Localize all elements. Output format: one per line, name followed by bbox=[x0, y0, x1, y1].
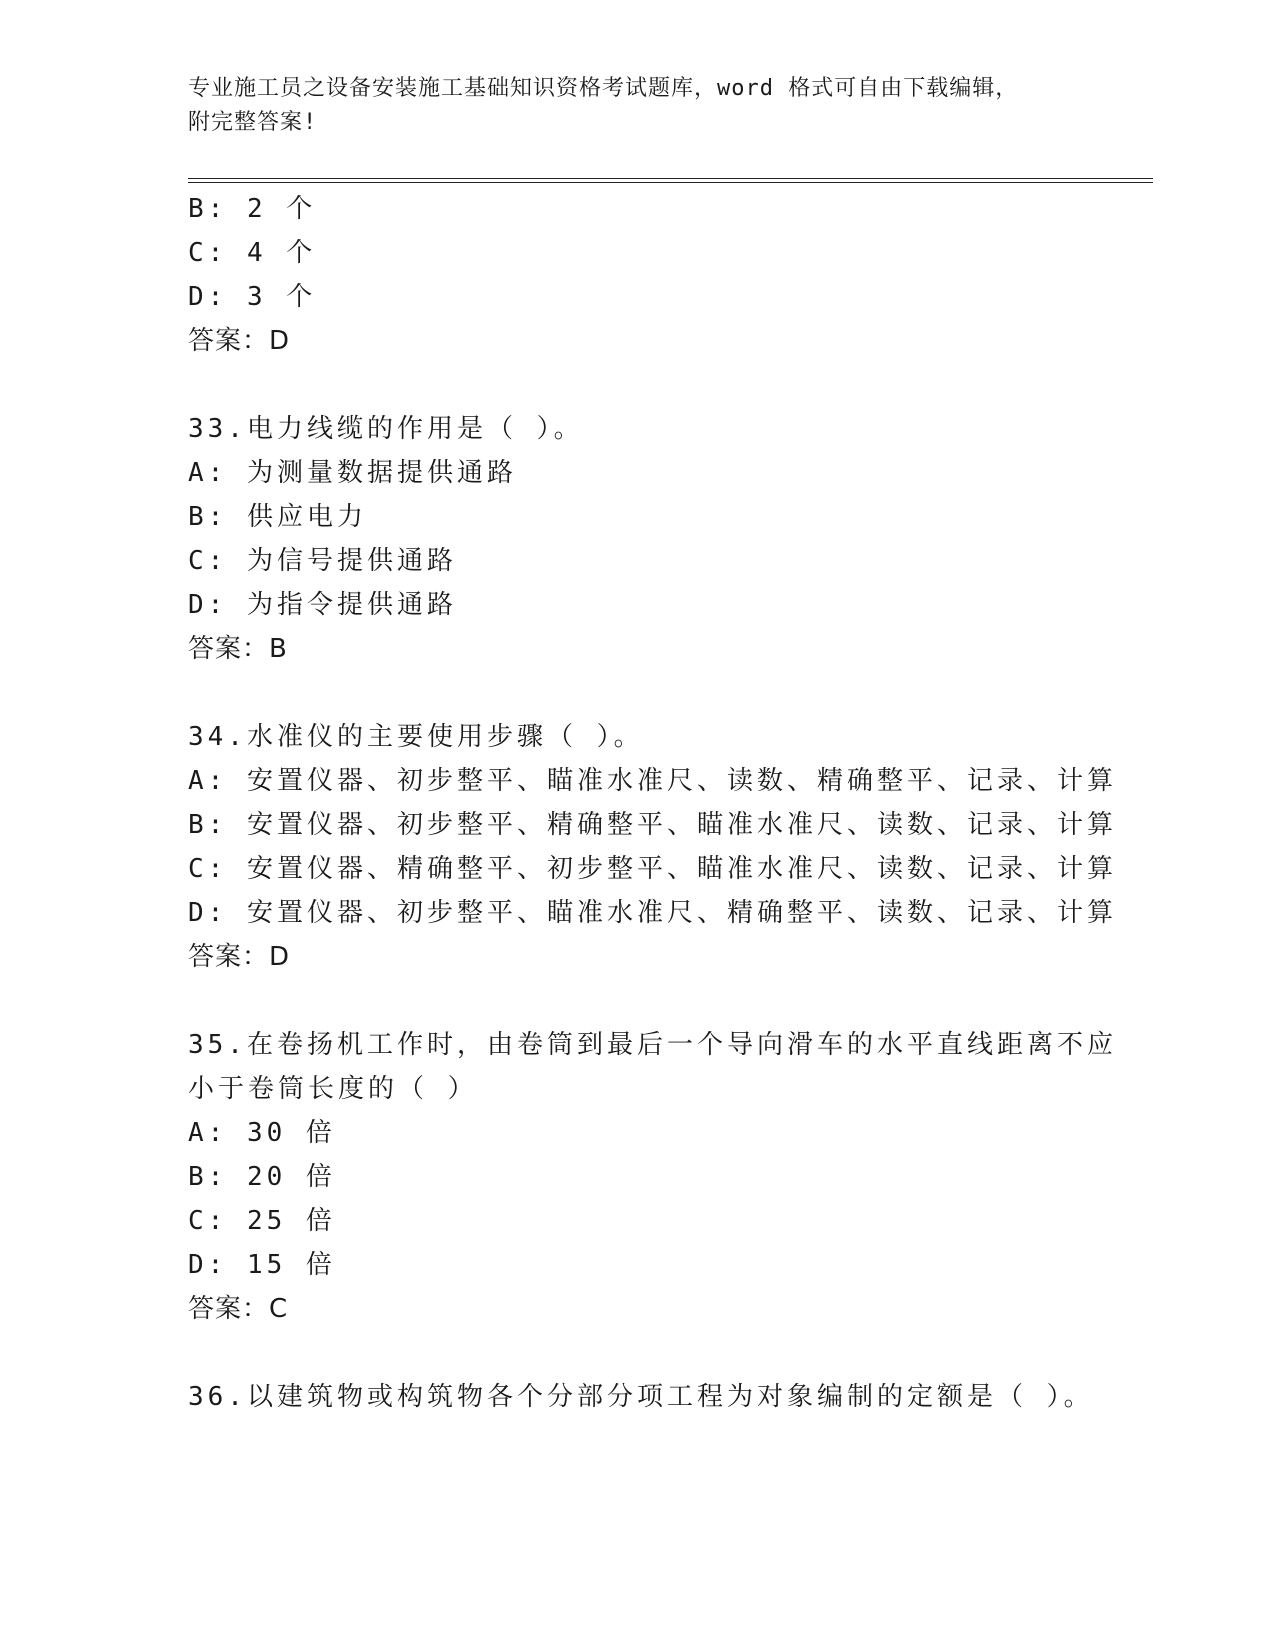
q32-answer: 答案：D bbox=[188, 326, 291, 356]
q35-option-a: A: 30 倍 bbox=[188, 1118, 336, 1148]
q36-question: 36.以建筑物或构筑物各个分部分项工程为对象编制的定额是（ ）。 bbox=[188, 1382, 1094, 1412]
q32-option-b: B: 2 个 bbox=[188, 194, 317, 224]
document-header bbox=[188, 72, 1088, 140]
q35-option-b: B: 20 倍 bbox=[188, 1162, 336, 1192]
q33-option-d: D: 为指令提供通路 bbox=[188, 590, 457, 620]
q35-option-c: C: 25 倍 bbox=[188, 1206, 336, 1236]
q33-option-a: A: 为测量数据提供通路 bbox=[188, 458, 517, 488]
q34-option-c: C: 安置仪器、精确整平、初步整平、瞄准水准尺、读数、记录、计算 bbox=[188, 854, 1117, 884]
q33-question: 33.电力线缆的作用是（ ）。 bbox=[188, 414, 584, 444]
header-divider-bottom bbox=[188, 182, 1153, 183]
q34-option-d: D: 安置仪器、初步整平、瞄准水准尺、精确整平、读数、记录、计算 bbox=[188, 898, 1117, 928]
q32-option-d: D: 3 个 bbox=[188, 282, 317, 312]
q33-answer: 答案：B bbox=[188, 634, 288, 664]
q33-option-b: B: 供应电力 bbox=[188, 502, 367, 532]
q33-option-c: C: 为信号提供通路 bbox=[188, 546, 457, 576]
header-line-2: 附完整答案! bbox=[188, 110, 318, 135]
header-line-1: 专业施工员之设备安装施工基础知识资格考试题库，word 格式可自由下载编辑， bbox=[188, 76, 1019, 101]
q34-question: 34.水准仪的主要使用步骤（ ）。 bbox=[188, 722, 644, 752]
q32-option-c: C: 4 个 bbox=[188, 238, 317, 268]
header-divider-top bbox=[188, 178, 1153, 179]
q34-option-a: A: 安置仪器、初步整平、瞄准水准尺、读数、精确整平、记录、计算 bbox=[188, 766, 1117, 796]
q35-question-line-1: 35.在卷扬机工作时，由卷筒到最后一个导向滑车的水平直线距离不应 bbox=[188, 1030, 1117, 1060]
q34-answer: 答案：D bbox=[188, 942, 291, 972]
q35-question-line-2: 小于卷筒长度的（ ） bbox=[188, 1074, 478, 1104]
q35-option-d: D: 15 倍 bbox=[188, 1250, 336, 1280]
q35-answer: 答案：C bbox=[188, 1294, 289, 1324]
q34-option-b: B: 安置仪器、初步整平、精确整平、瞄准水准尺、读数、记录、计算 bbox=[188, 810, 1117, 840]
